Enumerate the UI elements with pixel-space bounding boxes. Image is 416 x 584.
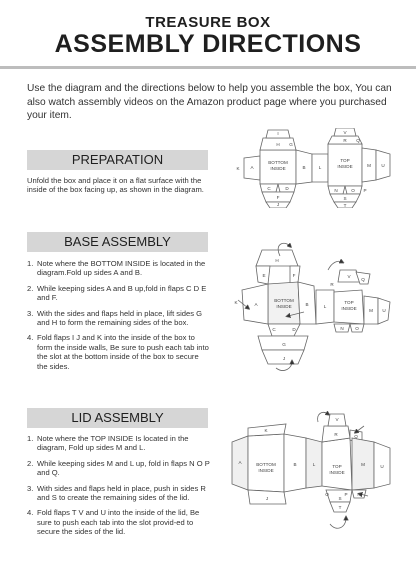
lid-letter-l: L [312,462,316,467]
letter-t: T [343,203,347,208]
letter-i: I [277,131,279,136]
lid-top-inside-label-1: TOP [332,464,342,469]
base-assembly-heading: BASE ASSEMBLY [27,232,208,252]
lid-top-inside-label-2: INSIDE [329,470,345,475]
header-divider [0,66,416,69]
letter-h: H [276,142,280,147]
base-step-2 [27,284,210,303]
lid-letter-b: B [293,462,297,467]
base-letter-n: N [340,326,344,331]
preparation-diagram [230,128,400,208]
lid-letter-r: R [334,432,338,437]
base-top-inside-label-2: INSIDE [341,306,357,311]
base-letter-d: D [292,327,296,332]
base-step-2-number: 2. [27,283,34,293]
lid-step-4-text: Fold flaps T V and U into the inside of the lid, Be sure to push each tab into the slot provid-ed to secure the sides of the lid. [37,508,200,537]
bottom-inside-label-1: BOTTOM [268,160,288,165]
base-step-1-number: 1. [27,259,34,268]
lid-letter-p: P [344,492,348,497]
letter-n: N [334,188,338,193]
base-assembly-steps [27,259,210,377]
base-letter-a: A [254,302,258,307]
lid-assembly-steps [27,434,210,543]
lid-letter-j: J [265,496,269,501]
lid-step-1-number: 1. [27,434,34,443]
base-letter-q: Q [361,277,365,282]
lid-step-4-number: 4. [27,508,34,518]
lid-fold-arrow-top [318,412,328,422]
base-step-3-number: 3. [27,308,34,318]
letter-l: L [318,165,322,170]
lid-bottom-inside-label-2: INSIDE [258,468,274,473]
base-letter-o: O [355,326,359,331]
lid-fold-arrow-right [356,426,364,432]
preparation-text: Unfold the box and place it on a flat surface with the inside of the box facing up, as shown in the diagram. [27,176,204,195]
lid-letter-o: O [325,492,329,497]
letter-j: J [276,202,280,207]
letter-u: U [381,163,385,168]
lid-step-1 [27,434,210,453]
lid-step-2-text: While keeping sides M and L up, fold in flaps N O P and Q. [37,458,210,478]
lid-letter-v: V [335,417,339,422]
preparation-heading: PREPARATION [27,150,208,170]
lid-letter-n: N [357,492,361,497]
base-panel-bottom [268,282,300,324]
base-letter-r: R [330,282,334,287]
bottom-inside-label-2: INSIDE [270,166,286,171]
base-letter-f: F [292,273,296,278]
base-letter-c: C [272,327,276,332]
lid-step-2 [27,459,210,478]
base-assembly-diagram [228,240,398,374]
lid-letter-m: M [361,462,365,467]
letter-o: O [351,188,355,193]
lid-letter-k: K [264,428,268,433]
letter-m: M [367,163,371,168]
base-letter-v: V [347,274,351,279]
lid-bottom-inside-label-1: BOTTOM [256,462,276,467]
letter-g: G [289,142,293,147]
lid-step-1-text: Note where the TOP INSIDE Is located in the diagram, Fold up sides M and L. [37,434,189,453]
base-letter-k: K [234,300,238,305]
lid-letter-s: S [338,496,342,501]
lid-letter-u: U [380,464,384,469]
base-bottom-inside-label-2: INSIDE [276,304,292,309]
base-step-4-text: Fold flaps I J and K into the inside of the box to form the inside walls, Be sure to push each tab into the slot at the bottom inside of the box to secure the sides. [37,333,209,371]
base-bottom-inside-label-1: BOTTOM [274,298,294,303]
top-inside-label-1: TOP [340,158,350,163]
lid-letter-t: T [338,505,342,510]
base-letter-b: B [305,302,309,307]
base-letter-g: G [282,342,286,347]
top-inside-label-2: INSIDE [337,164,353,169]
base-letter-u: U [382,308,386,313]
base-letter-h: H [275,258,279,263]
base-letter-m: M [369,308,373,313]
page-title: ASSEMBLY DIRECTIONS [54,30,362,58]
base-step-4-number: 4. [27,333,34,343]
lid-assembly-diagram [226,410,398,534]
lid-assembly-heading: LID ASSEMBLY [27,408,208,428]
base-letter-j: J [282,356,286,361]
letter-f: F [276,195,280,200]
base-step-2-text: While keeping sides A and B up,fold in flaps C D E and F. [37,283,207,303]
lid-step-4 [27,508,210,536]
letter-a: A [250,165,254,170]
lid-step-3 [27,484,210,503]
letter-b: B [302,165,306,170]
base-step-4 [27,333,210,371]
lid-letter-a: A [238,460,242,465]
base-step-3 [27,309,210,328]
page-header [0,0,416,66]
fold-arrow-right [328,261,342,270]
letter-v: V [343,130,347,135]
letter-q: Q [356,138,360,143]
intro-text: Use the diagram and the directions below to help you assemble the box, You can also watch assembly videos on the Amazon product page where you purchased your item. [27,83,392,121]
base-step-1 [27,259,210,278]
lid-step-2-number: 2. [27,458,34,468]
lid-fold-arrow-bottom [330,518,346,528]
letter-c: C [267,186,271,191]
lid-step-3-number: 3. [27,483,34,493]
letter-s: S [343,196,347,201]
header-subtitle: TREASURE BOX [145,14,271,31]
base-step-1-text: Note where the BOTTOM INSIDE is located in the diagram.Fold up sides A and B. [37,259,206,278]
base-letter-e: E [262,273,266,278]
base-top-inside-label-1: TOP [344,300,354,305]
lid-letter-q: Q [354,434,358,439]
base-letter-l: L [323,304,327,309]
letter-d: D [285,186,289,191]
letter-r: R [343,138,347,143]
letter-k: K [236,166,240,171]
letter-p: P [363,188,367,193]
base-step-3-text: With the sides and flaps held in place, lift sides G and H to form the remaining sides of the box. [37,308,203,328]
lid-step-3-text: With sides and flaps held in place, push in sides R and S to create the remaining sides of the lid. [37,483,206,503]
